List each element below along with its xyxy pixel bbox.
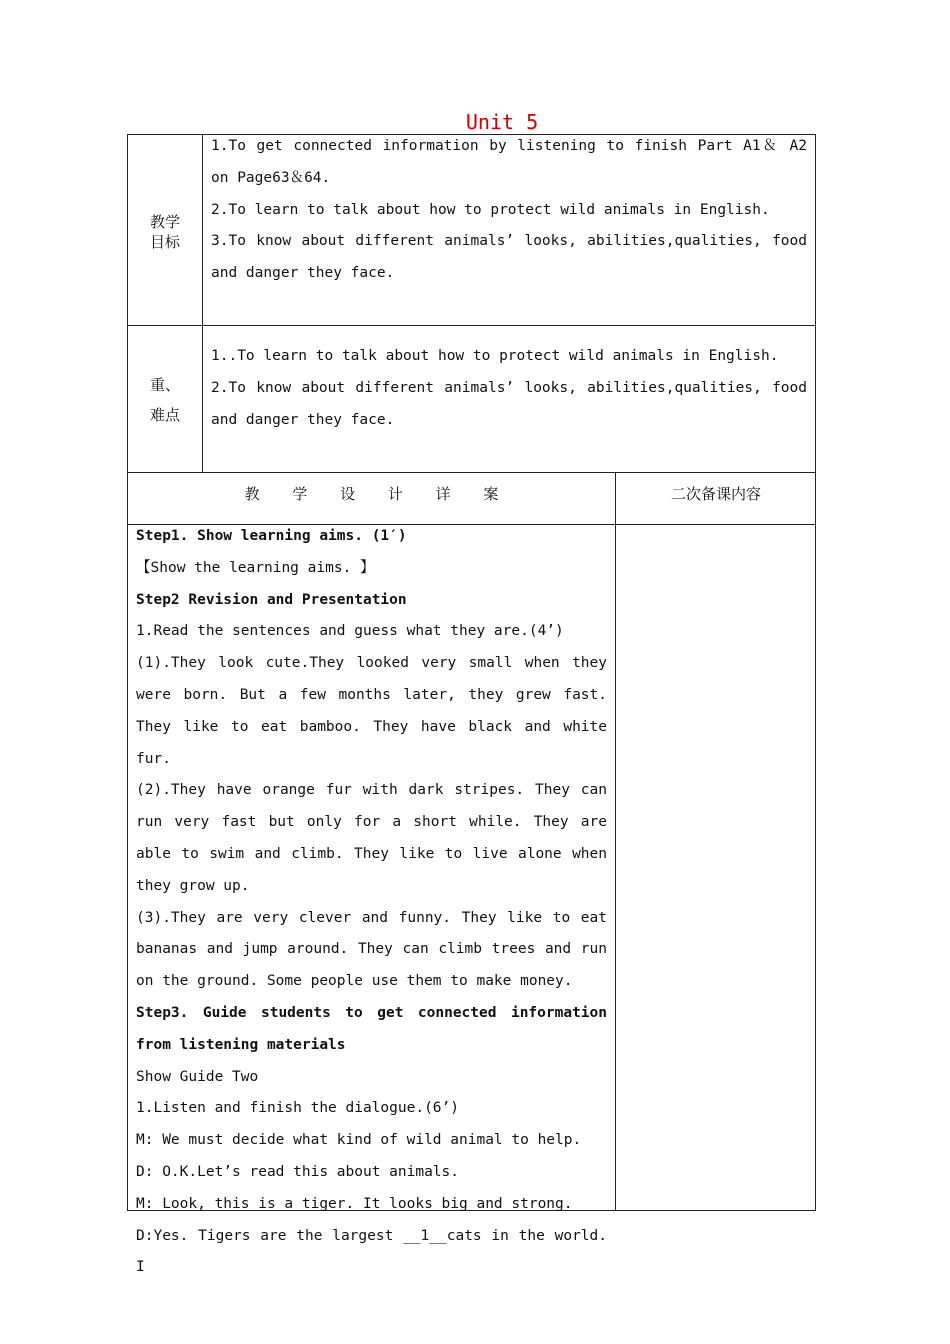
riddle-3: (3).They are very clever and funny. They like to eat bananas and jump around. They can climb trees and run on the ground. Some people use them to make money. [136,909,607,990]
objectives-content [211,131,807,290]
row-divider-objectives [127,325,816,326]
riddle-2: (2).They have orange fur with dark stripes. They can run very fast but only for a short while. They are able to swim and climb. They like to live alone when they grow up. [136,782,607,894]
dialogue-line: D: O.K.Let’s read this about animals. [136,1163,460,1180]
step3-heading: Step3. Guide students to get connected information from listening materials [136,1004,607,1053]
key-point-item: 2.To know about different animals’ looks, abilities,qualities, food and danger they face. [211,379,807,428]
key-points-label: 重、 难点 [149,376,180,424]
notes-header: 二次备课内容 [670,485,761,503]
step1-note: 【Show the learning aims. 】 [136,559,375,576]
dialogue-line: M: We must decide what kind of wild animal to help. [136,1132,582,1149]
guide-line: Show Guide Two [136,1068,259,1085]
objectives-label: 教学 目标 [149,213,180,251]
objective-item: 2.To learn to talk about how to protect wild animals in English. [211,201,770,218]
label-column-divider [202,134,203,473]
read-task: 1.Read the sentences and guess what they are.(4’) [136,623,564,640]
objective-item: 1.To get connected information by listening to finish Part A1＆ A2 on Page63＆64. [211,138,807,186]
key-point-item: 1..To learn to talk about how to protect wild animals in English. [211,348,779,364]
design-content [136,521,607,1284]
riddle-1: (1).They look cute.They looked very small when they were born. But a few months later, they grew fast. They like to eat bamboo. They have black and white fur. [136,655,607,767]
dialogue-line: M: Look, this is a tiger. It looks big and strong. [136,1195,573,1212]
design-header: 教 学 设 计 详 案 [244,485,513,503]
objective-item: 3.To know about different animals’ looks, abilities,qualities, food and danger they face. [211,233,807,282]
key-points-content [211,341,807,436]
row-divider-key-points [127,472,816,473]
step1-heading: Step1. Show learning aims. (1′) [136,528,407,544]
step2-heading: Step2 Revision and Presentation [136,591,407,608]
dialogue-line: D:Yes. Tigers are the largest __1__cats in the world. I [136,1227,607,1276]
notes-column-divider [615,472,616,1211]
page-title: Unit 5 [465,110,539,134]
listen-task: 1.Listen and finish the dialogue.(6’) [136,1100,460,1117]
